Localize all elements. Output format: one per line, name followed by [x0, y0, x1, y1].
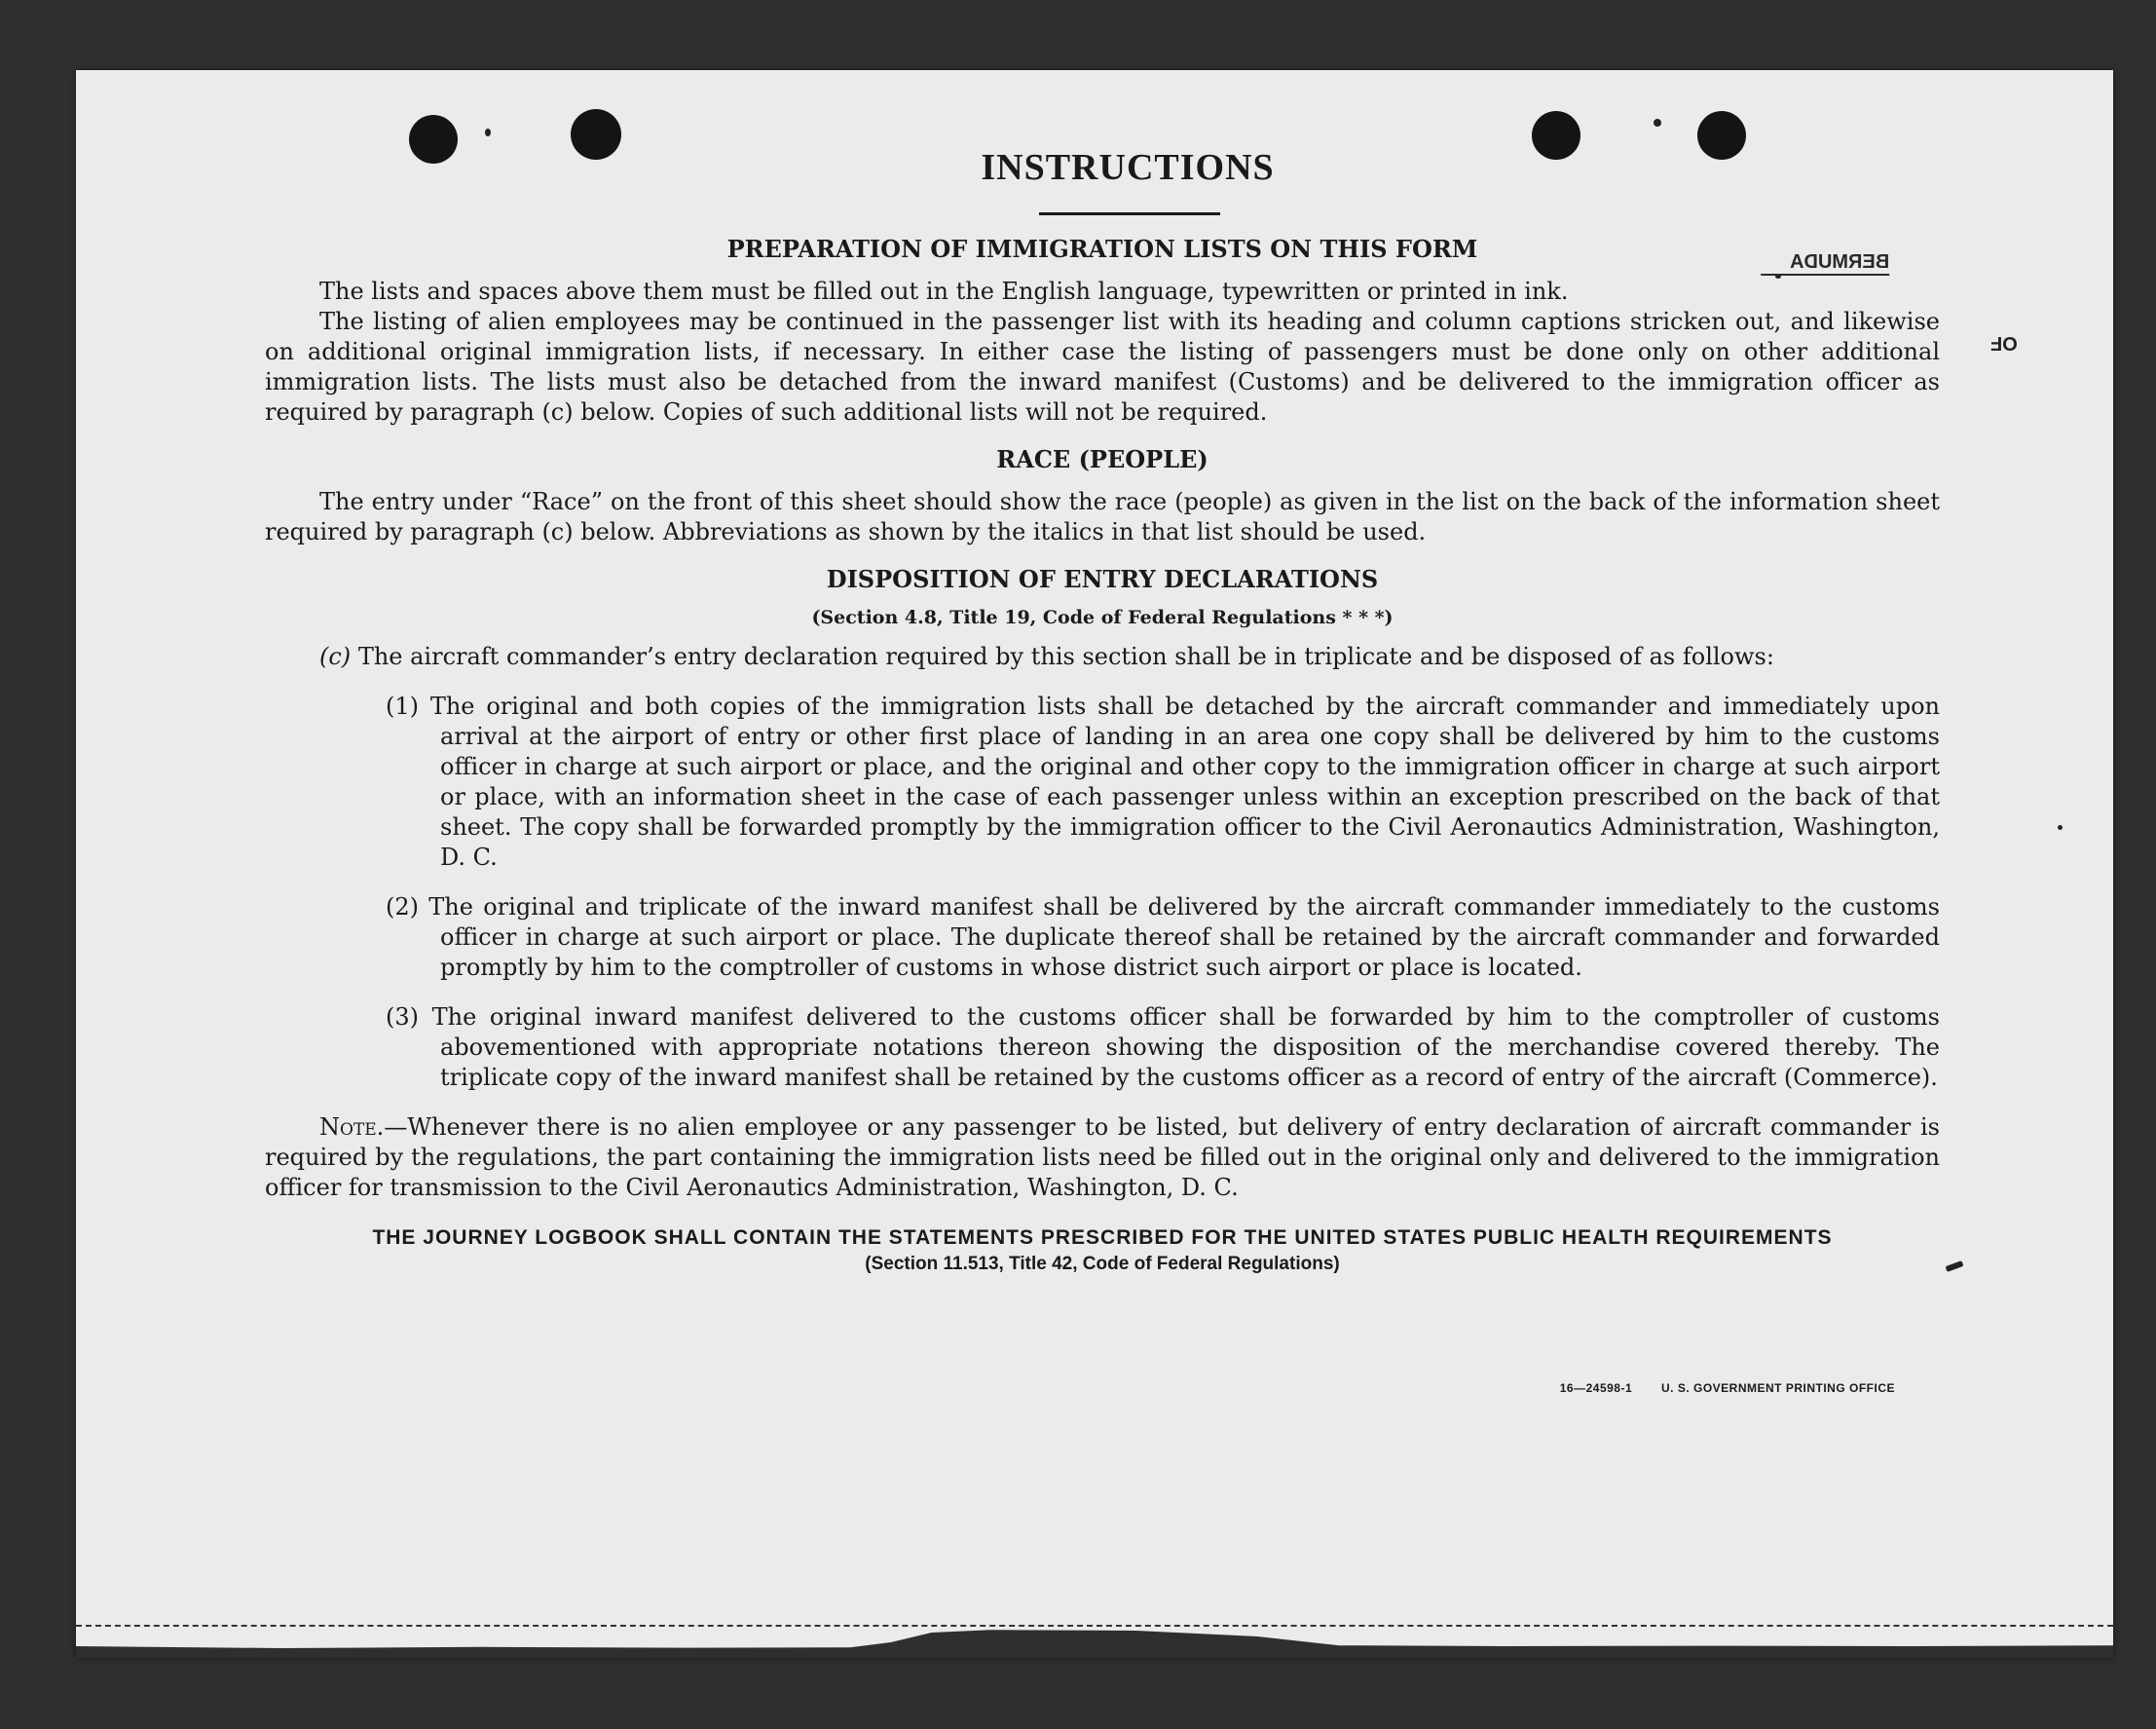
- disposition-subheading: (Section 4.8, Title 19, Code of Federal Regulations * * *): [811, 607, 1394, 628]
- preparation-paragraph-1: The lists and spaces above them must be filled out in the English language, typewritten or printed in ink.: [319, 278, 1569, 305]
- journey-heading: THE JOURNEY LOGBOOK SHALL CONTAIN THE STATEMENTS PRESCRIBED FOR THE UNITED STATES PUBLIC HEALTH REQUIREMENTS: [372, 1226, 1833, 1249]
- paragraph-c-text: The aircraft commander’s entry declaration required by this section shall be in triplicate and be disposed of as follows:: [357, 643, 1774, 670]
- margin-mark: OF: [1990, 332, 2018, 354]
- stamp-mark: BERMUDA: [1761, 251, 1889, 276]
- note-paragraph: [265, 1112, 1940, 1203]
- preparation-heading: PREPARATION OF IMMIGRATION LISTS ON THIS FORM: [726, 235, 1478, 263]
- page-title: INSTRUCTIONS: [981, 147, 1275, 188]
- form-number: 16—24598-1: [1559, 1381, 1633, 1395]
- perforation-line: [76, 1625, 2113, 1627]
- list-item: [265, 892, 1940, 983]
- list-item-text: The original inward manifest delivered to the customs officer shall be forwarded by him to the comptroller of customs abovementioned with appropriate notations thereon showing the disposition of the merchandise covered thereby. The triplicate copy of the inward manifest shall be retained by the customs officer as a record of entry of the aircraft (Commerce).: [431, 1003, 1940, 1091]
- disposition-heading: DISPOSITION OF ENTRY DECLARATIONS: [826, 565, 1379, 593]
- list-item-text: The original and triplicate of the inward manifest shall be delivered by the aircraft commander immediately to the customs officer in charge at such airport or place. The duplicate thereof shall be retained by the aircraft commander and forwarded promptly by him to the comptroller of customs in whose district such airport or place is located.: [428, 893, 1940, 981]
- race-heading: RACE (PEOPLE): [996, 445, 1208, 473]
- scan-speck: [1654, 119, 1661, 127]
- scan-speck: [1946, 1260, 1964, 1272]
- preparation-paragraph-2: The listing of alien employees may be continued in the passenger list with its heading and column captions stricken out, and likewise on additional original immigration lists, if necessary. In either case the listing of passengers must be done only on other additional immigration lists. The lists must also be detached from the inward manifest (Customs) and be delivered to the immigration officer as required by paragraph (c) below. Copies of such additional lists will not be required.: [265, 308, 1940, 426]
- printer-name: U. S. GOVERNMENT PRINTING OFFICE: [1660, 1381, 1895, 1395]
- paragraph-c: [265, 642, 1940, 672]
- scan-speck: [2058, 825, 2063, 830]
- list-item: [265, 1002, 1940, 1093]
- scan-speck: [485, 129, 491, 136]
- note-label: Note.: [319, 1113, 385, 1141]
- printer-footer: [1560, 1381, 1895, 1395]
- note-text: —Whenever there is no alien employee or any passenger to be listed, but delivery of entry declaration of aircraft commander is required by the regulations, the part containing the immigration lists need be filled out in the original only and delivered to the immigration officer for transmission to the Civil Aeronautics Administration, Washington, D. C.: [265, 1113, 1940, 1201]
- list-item: [265, 692, 1940, 873]
- journey-subheading: (Section 11.513, Title 42, Code of Federal Regulations): [865, 1254, 1340, 1274]
- document-body: [265, 146, 1940, 1275]
- list-item-label: (1): [386, 693, 419, 720]
- list-item-label: (2): [386, 893, 419, 921]
- title-rule: [1039, 212, 1220, 215]
- list-item-text: The original and both copies of the immigration lists shall be detached by the aircraft commander and immediately upon arrival at the airport of entry or other first place of landing in an area one copy shall be delivered by him to the customs officer in charge at such airport or place, and the original and other copy to the immigration officer in charge at such airport or place, with an information sheet in the case of each passenger unless within an exception prescribed on the back of that sheet. The copy shall be forwarded promptly by the immigration officer to the Civil Aeronautics Administration, Washington, D. C.: [429, 693, 1940, 871]
- race-paragraph: The entry under “Race” on the front of this sheet should show the race (people) as given in the list on the back of the information sheet required by paragraph (c) below. Abbreviations as shown by the italics in that list should be used.: [265, 488, 1940, 545]
- list-item-label: (3): [386, 1003, 419, 1031]
- paragraph-c-label: (c): [319, 643, 352, 670]
